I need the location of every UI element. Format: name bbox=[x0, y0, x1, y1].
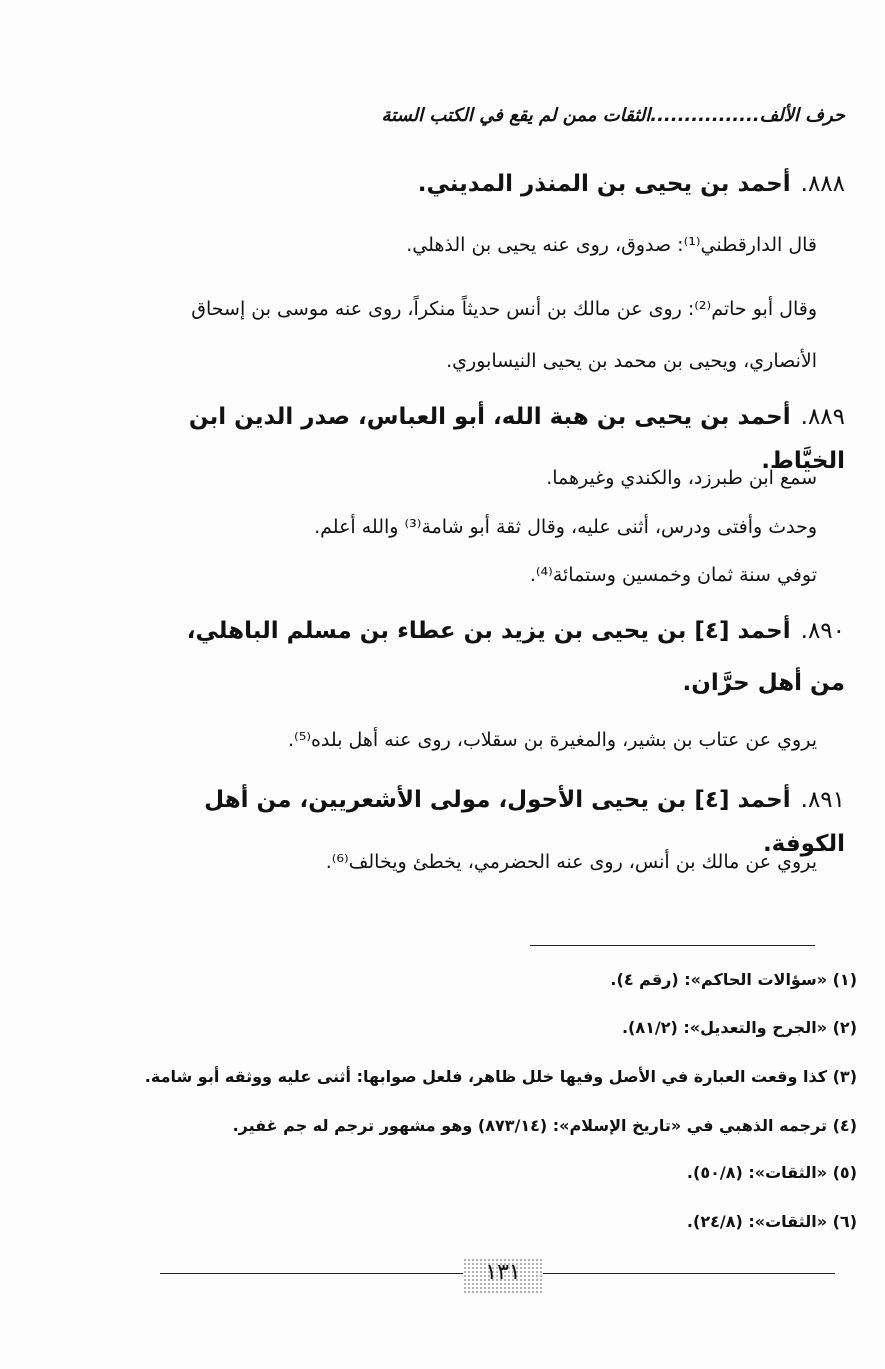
footnote: (٢) «الجرح والتعديل»: (٨١/٢). bbox=[621, 1018, 857, 1037]
entry-title-888 bbox=[160, 162, 845, 206]
entry-paragraph: يروي عن عتاب بن بشير، والمغيرة بن سقلاب، روى عنه أهل بلده⁽⁵⁾. bbox=[287, 729, 817, 751]
entry-paragraph: وحدث وأفتى ودرس، أثنى عليه، وقال ثقة أبو شامة⁽³⁾ والله أعلم. bbox=[314, 516, 817, 538]
footnote: (٤) ترجمه الذهبي في «تاريخ الإسلام»: (٨٧٣/١٤) وهو مشهور ترجم له جم غفير. bbox=[232, 1116, 857, 1135]
footnote: (٣) كذا وقعت العبارة في الأصل وفيها خلل ظاهر، فلعل صوابها: أثنى عليه ووثقه أبو شامة. bbox=[144, 1067, 857, 1086]
entry-name: أحمد بن يحيى بن المنذر المديني. bbox=[417, 171, 791, 197]
running-header: حرف الألف................الثقات ممن لم يقع في الكتب الستة bbox=[381, 105, 845, 126]
footnote-separator bbox=[530, 945, 815, 946]
entry-number: ٨٨٩. bbox=[800, 404, 845, 430]
entry-name: أحمد [٤] بن يحيى الأحول، مولى الأشعريين، من أهل الكوفة. bbox=[204, 787, 845, 857]
entry-paragraph: وقال أبو حاتم⁽²⁾: روى عن مالك بن أنس حديثاً منكراً، روى عنه موسى بن إسحاق الأنصاري، ويحيى بن محمد بن يحيى النيسابوري. bbox=[191, 298, 817, 372]
entry-paragraph: قال الدارقطني⁽¹⁾: صدوق، روى عنه يحيى بن الذهلي. bbox=[406, 234, 817, 256]
footnote: (١) «سؤالات الحاكم»: (رقم ٤). bbox=[610, 970, 857, 989]
entry-paragraph: سمع ابن طبرزد، والكندي وغيرهما. bbox=[546, 467, 817, 489]
page-number-rule-left bbox=[160, 1273, 463, 1274]
entry-title-890 bbox=[160, 605, 845, 709]
footnote: (٥) «الثقات»: (٥٠/٨). bbox=[686, 1163, 857, 1182]
entry-number: ٨٩٠. bbox=[800, 618, 845, 644]
entry-name: أحمد [٤] بن يحيى بن يزيد بن عطاء بن مسلم الباهلي، من أهل حرَّان. bbox=[186, 618, 845, 696]
entry-number: ٨٩١. bbox=[800, 787, 845, 813]
page-number-rule-right bbox=[543, 1273, 835, 1274]
footnote: (٦) «الثقات»: (٢٤/٨). bbox=[686, 1212, 857, 1231]
page-number: ١٣١ bbox=[463, 1258, 543, 1294]
entry-paragraph: توفي سنة ثمان وخمسين وستمائة⁽⁴⁾. bbox=[529, 564, 817, 586]
entry-paragraph: يروي عن مالك بن أنس، روى عنه الحضرمي، يخطئ ويخالف⁽⁶⁾. bbox=[325, 851, 817, 873]
entry-number: ٨٨٨. bbox=[800, 171, 845, 197]
entry-name: أحمد بن يحيى بن هبة الله، أبو العباس، صدر الدين ابن الخيَّاط. bbox=[188, 404, 845, 474]
